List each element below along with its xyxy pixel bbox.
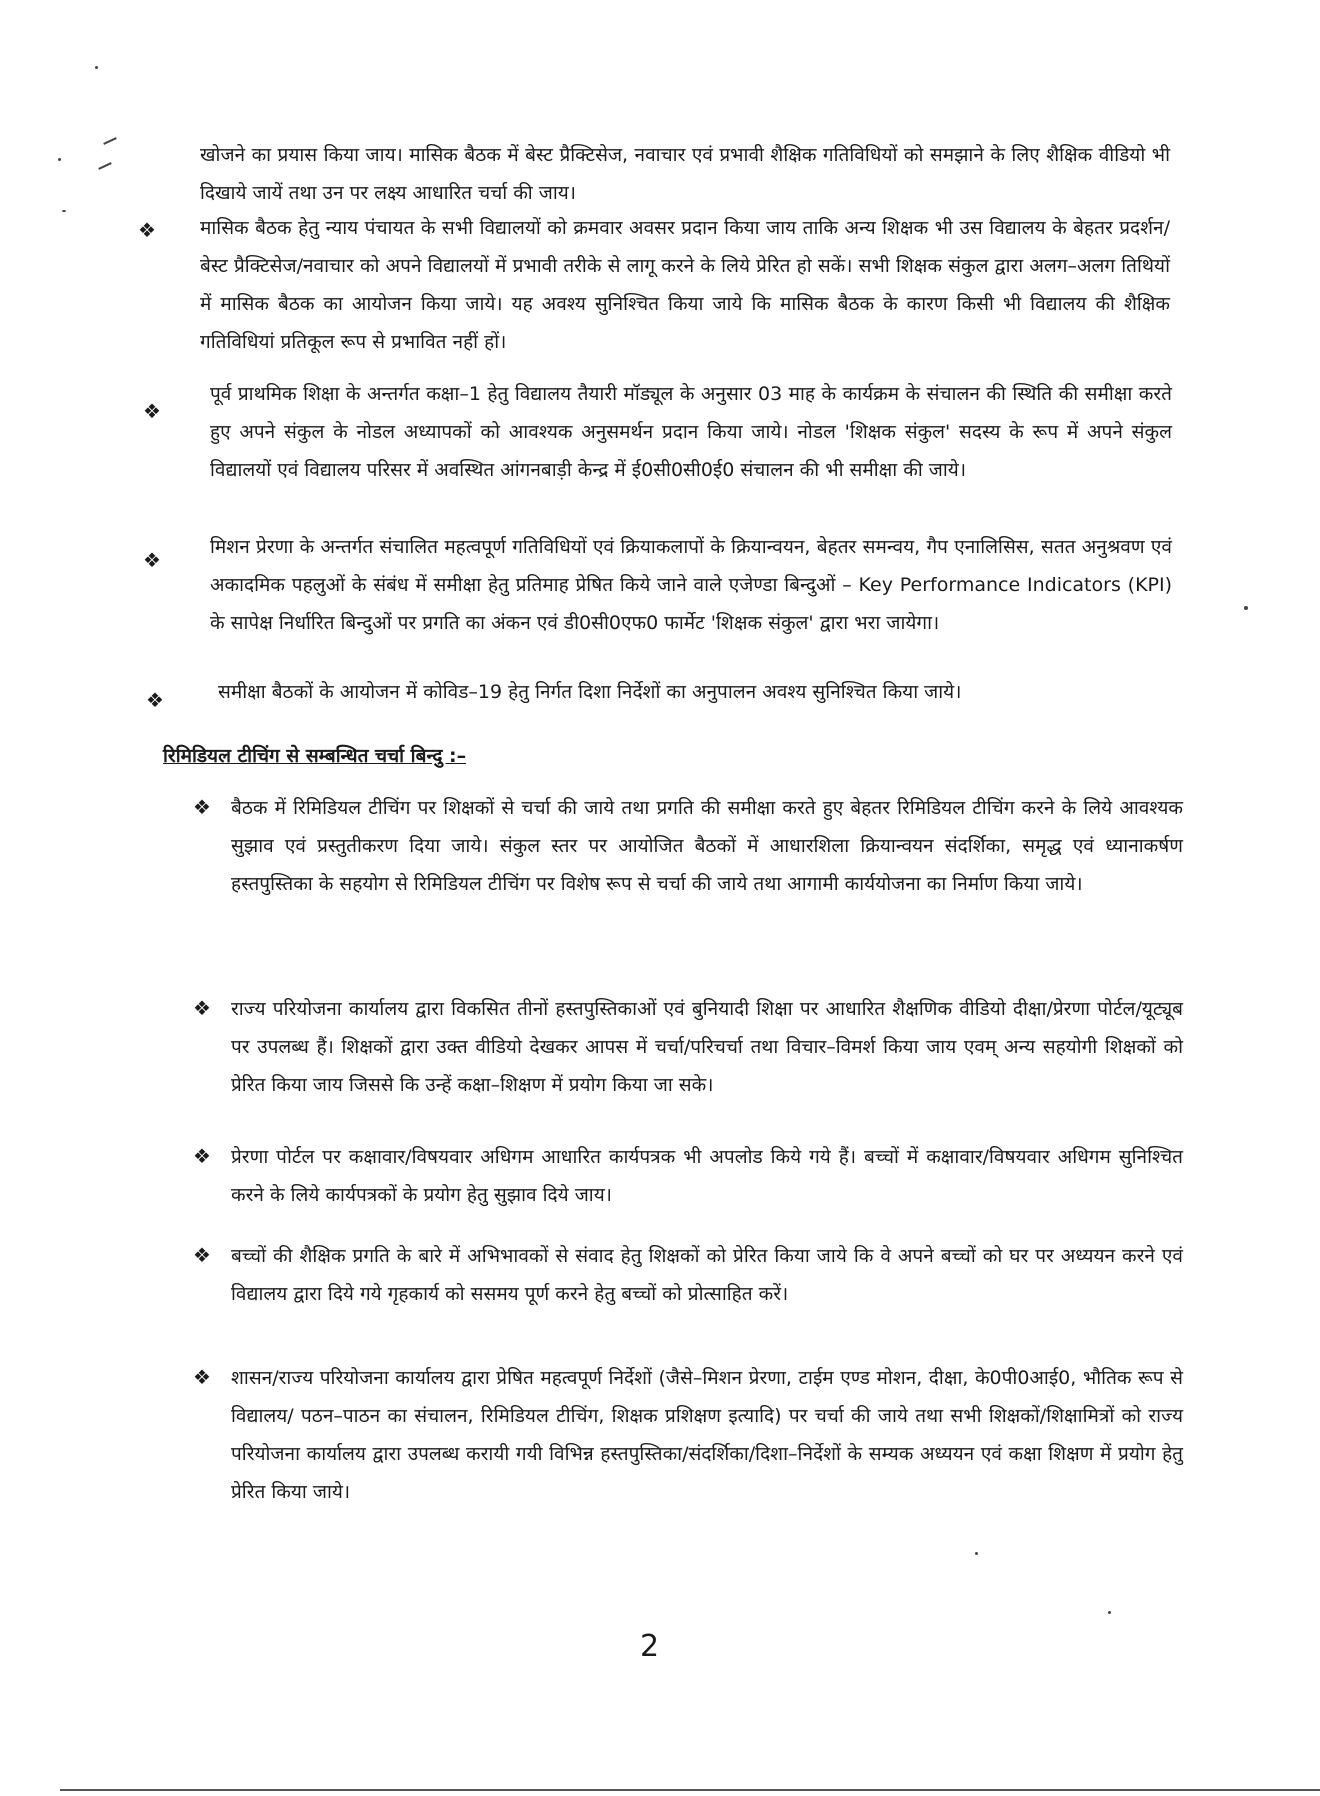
intro-continuation: खोजने का प्रयास किया जाय। मासिक बैठक में बेस्ट प्रैक्टिसेज, नवाचार एवं प्रभावी शैक्षिक गतिविधियों को समझाने के लिए शैक्षिक वीडियो भी दिखाये जायें तथा उन पर लक्ष्य आधारित चर्चा की जाय। (200, 144, 1170, 204)
remedial-point-text: प्रेरणा पोर्टल पर कक्षावार/विषयवार अधिगम आधारित कार्यपत्रक भी अपलोड किये गये हैं। बच्चों में कक्षावार/विषयवार अधिगम सुनिश्चित करने के लिये कार्यपत्रकों के प्रयोग हेतु सुझाव दिये जाय। (231, 1146, 1183, 1206)
scan-mark (1108, 1611, 1111, 1614)
remedial-point-1 (193, 789, 1183, 903)
diamond-bullet-icon: ❖ (193, 1144, 211, 1168)
scan-mark (62, 210, 66, 212)
remedial-point-text: बैठक में रिमिडियल टीचिंग पर शिक्षकों से चर्चा की जाये तथा प्रगति की समीक्षा करते हुए बेहतर रिमिडियल टीचिंग करने के लिये आवश्यक सुझाव एवं प्रस्तुतीकरण दिया जाये। संकुल स्तर पर आयोजित बैठकों में आधारशिला क्रियान्वयन संदर्शिका, समृद्ध एवं ध्यानाकर्षण हस्तपुस्तिका के सहयोग से रिमिडियल टीचिंग पर विशेष रूप से चर्चा की जाये तथा आगामी कार्ययोजना का निर्माण किया जाये। (231, 797, 1183, 895)
remedial-heading: रिमिडियल टीचिंग से सम्बन्धित चर्चा बिन्दु :– (163, 745, 467, 767)
diamond-bullet-icon: ❖ (193, 996, 211, 1020)
diamond-bullet-icon: ❖ (143, 548, 161, 572)
remedial-point-2 (193, 990, 1183, 1104)
diamond-bullet-icon: ❖ (193, 1365, 211, 1389)
scan-mark (98, 162, 112, 170)
scan-mark (1244, 606, 1248, 610)
remedial-point-4 (193, 1237, 1183, 1313)
remedial-point-5 (193, 1359, 1183, 1511)
main-point-3: मिशन प्रेरणा के अन्तर्गत संचालित महत्वपूर्ण गतिविधियों एवं क्रियाकलापों के क्रियान्वयन, बेहतर समन्वय, गैप एनालिसिस, सतत अनुश्रवण एवं अकादमिक पहलुओं के संबंध में समीक्षा हेतु प्रतिमाह प्रेषित किये जाने वाले एजेण्डा बिन्दुओं – Key Performance Indicators (KPI) के सापेक्ष निर्धारित बिन्दुओं पर प्रगति का अंकन एवं डी0सी0एफ0 फार्मेट 'शिक्षक संकुल' द्वारा भरा जायेगा। (210, 536, 1172, 634)
remedial-point-3 (193, 1138, 1183, 1214)
remedial-point-text: राज्य परियोजना कार्यालय द्वारा विकसित तीनों हस्तपुस्तिकाओं एवं बुनियादी शिक्षा पर आधारित शैक्षणिक वीडियो दीक्षा/प्रेरणा पोर्टल/यूट्यूब पर उपलब्ध हैं। शिक्षकों द्वारा उक्त वीडियो देखकर आपस में चर्चा/परिचर्चा तथा विचार–विमर्श किया जाय एवम् अन्य सहयोगी शिक्षकों को प्रेरित किया जाय जिससे कि उन्हें कक्षा–शिक्षण में प्रयोग किया जा सके। (231, 998, 1183, 1096)
diamond-bullet-icon: ❖ (138, 218, 156, 242)
page-number: 2 (640, 1629, 660, 1664)
diamond-bullet-icon: ❖ (143, 399, 161, 423)
main-point-4: समीक्षा बैठकों के आयोजन में कोविड–19 हेतु निर्गत दिशा निर्देशों का अनुपालन अवश्य सुनिश्चित किया जाये। (218, 681, 962, 703)
diamond-bullet-icon: ❖ (146, 688, 164, 712)
scan-mark (103, 137, 117, 145)
main-point-2: पूर्व प्राथमिक शिक्षा के अन्तर्गत कक्षा–1 हेतु विद्यालय तैयारी मॉड्यूल के अनुसार 03 माह के कार्यक्रम के संचालन की स्थिति की समीक्षा करते हुए अपने संकुल के नोडल अध्यापकों को आवश्यक अनुसमर्थन प्रदान किया जाये। नोडल 'शिक्षक संकुल' सदस्य के रूप में अपने संकुल विद्यालयों एवं विद्यालय परिसर में अवस्थित आंगनबाड़ी केन्द्र में ई0सी0सी0ई0 संचालन की भी समीक्षा की जाये। (210, 383, 1172, 481)
bottom-border-line (60, 1789, 1320, 1791)
main-point-1: मासिक बैठक हेतु न्याय पंचायत के सभी विद्यालयों को क्रमवार अवसर प्रदान किया जाय ताकि अन्य शिक्षक भी उस विद्यालय के बेहतर प्रदर्शन/बेस्ट प्रैक्टिसेज/नवाचार को अपने विद्यालयों में प्रभावी तरीके से लागू करने के लिये प्रेरित हो सकें। सभी शिक्षक संकुल द्वारा अलग–अलग तिथियों में मासिक बैठक का आयोजन किया जाये। यह अवश्य सुनिश्चित किया जाये कि मासिक बैठक के कारण किसी भी विद्यालय की शैक्षिक गतिविधियां प्रतिकूल रूप से प्रभावित नहीं हों। (200, 217, 1170, 353)
scan-mark (58, 158, 61, 161)
remedial-point-text: शासन/राज्य परियोजना कार्यालय द्वारा प्रेषित महत्वपूर्ण निर्देशों (जैसे–मिशन प्रेरणा, टाईम एण्ड मोशन, दीक्षा, के0पी0आई0, भौतिक रूप से विद्यालय/ पठन–पाठन का संचालन, रिमिडियल टीचिंग, शिक्षक प्रशिक्षण इत्यादि) पर चर्चा की जाये तथा सभी शिक्षकों/शिक्षामित्रों को राज्य परियोजना कार्यालय द्वारा उपलब्ध करायी गयी विभिन्न हस्तपुस्तिका/संदर्शिका/दिशा–निर्देशों के सम्यक अध्ययन एवं कक्षा शिक्षण में प्रयोग हेतु प्रेरित किया जाये। (231, 1367, 1183, 1503)
diamond-bullet-icon: ❖ (193, 795, 211, 819)
remedial-point-text: बच्चों की शैक्षिक प्रगति के बारे में अभिभावकों से संवाद हेतु शिक्षकों को प्रेरित किया जाये कि वे अपने बच्चों को घर पर अध्ययन करने एवं विद्यालय द्वारा दिये गये गृहकार्य को ससमय पूर्ण करने हेतु बच्चों को प्रोत्साहित करें। (231, 1245, 1183, 1305)
scan-mark (975, 1552, 978, 1555)
scan-mark (95, 66, 98, 69)
diamond-bullet-icon: ❖ (193, 1243, 211, 1267)
